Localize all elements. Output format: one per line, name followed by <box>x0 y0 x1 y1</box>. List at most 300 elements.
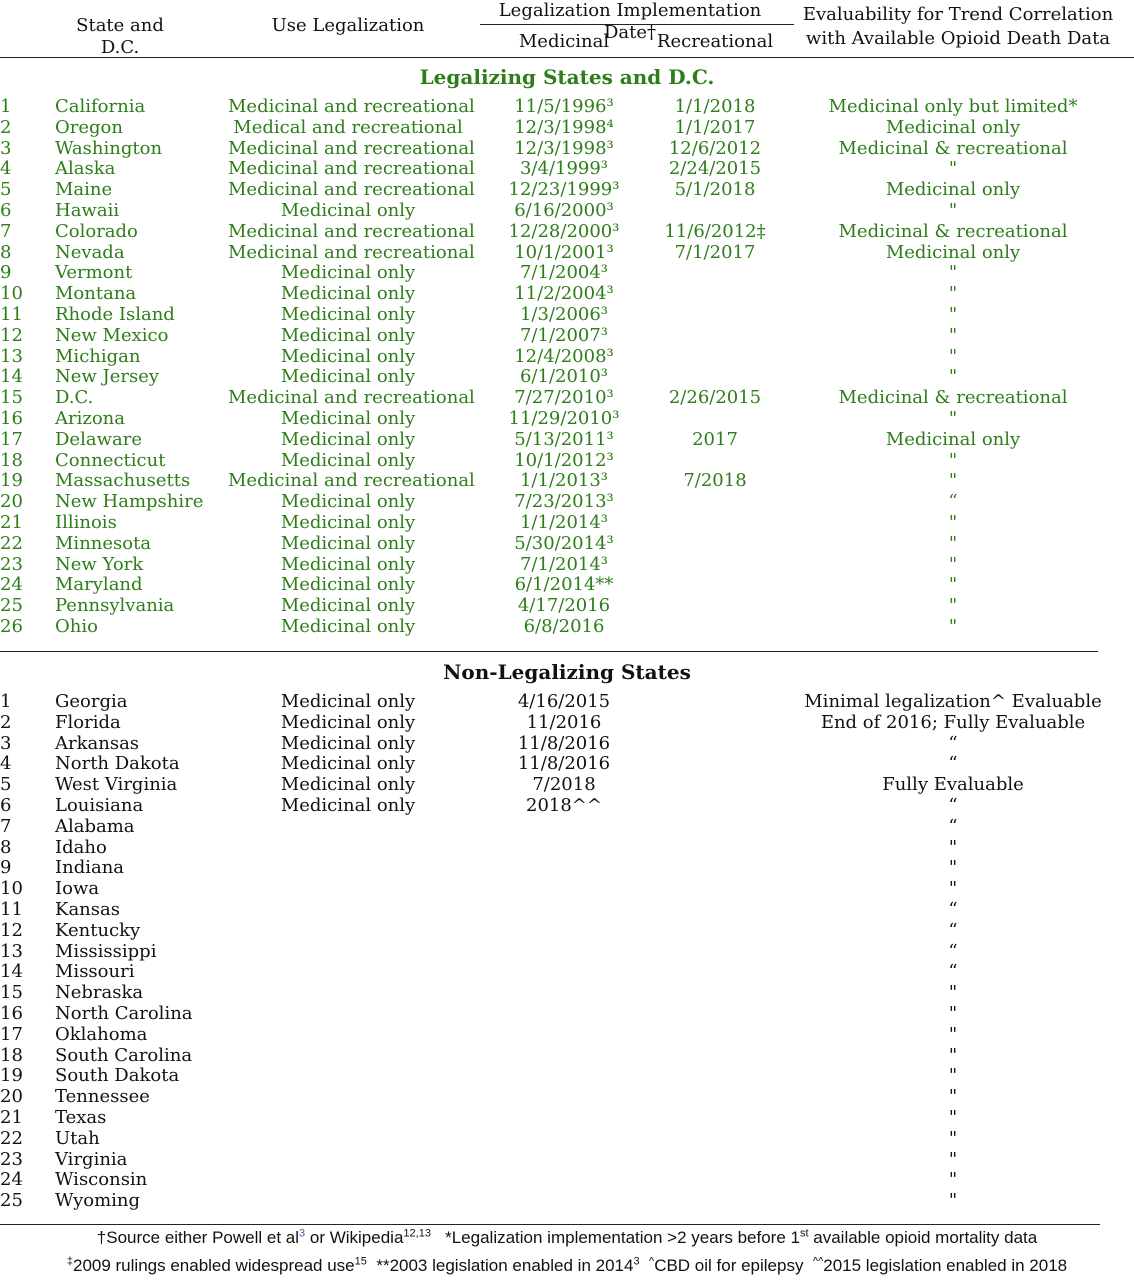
cell-n: 23 <box>0 553 23 575</box>
cell-eval: Minimal legalization^ Evaluable <box>804 691 1102 712</box>
cell-rec: 2017 <box>692 428 738 450</box>
header-subrule <box>480 24 794 25</box>
cell-n: 4 <box>0 158 12 180</box>
table-row <box>0 1087 1134 1108</box>
table-row <box>0 513 1134 534</box>
cell-eval: " <box>948 304 958 325</box>
footnote-ref: 3 <box>299 1227 306 1240</box>
cell-med: 6/16/2000³ <box>514 200 614 221</box>
footnote-text: CBD oil for epilepsy <box>654 1256 813 1275</box>
cell-med: 12/4/2008³ <box>514 345 614 367</box>
cell-med: 12/3/1998⁴ <box>514 116 614 138</box>
cell-state: Massachusetts <box>55 470 191 492</box>
cell-state: Mississippi <box>55 940 157 962</box>
cell-use: Medicinal only <box>280 795 416 816</box>
cell-eval: " <box>948 878 958 900</box>
cell-n: 20 <box>0 1086 23 1108</box>
cell-eval: “ <box>948 940 958 962</box>
table-row <box>0 575 1134 596</box>
cell-use: Medicinal only <box>280 491 416 513</box>
table-row <box>0 284 1134 305</box>
cell-use: Medicinal only <box>280 616 416 637</box>
cell-state: Connecticut <box>55 449 166 471</box>
cell-eval: " <box>948 324 958 346</box>
footnote-line-2 <box>0 1256 1134 1276</box>
table-row <box>0 388 1134 409</box>
cell-eval: " <box>948 553 958 575</box>
cell-eval: " <box>948 1127 958 1149</box>
cell-state: Arizona <box>55 408 126 429</box>
footnote-text: **2003 legislation enabled in 2014 <box>366 1256 634 1275</box>
cell-state: Minnesota <box>55 532 152 554</box>
table-row <box>0 243 1134 264</box>
cell-med: 6/1/2010³ <box>519 366 609 388</box>
cell-n: 16 <box>0 408 23 429</box>
cell-use: Medicinal only <box>280 408 416 429</box>
footnote-text: or Wikipedia <box>305 1228 404 1247</box>
table-row <box>0 1129 1134 1150</box>
section-title-non-legalizing: Non-Legalizing States <box>443 660 691 684</box>
footnote-source: †Source either Powell et al <box>96 1228 300 1247</box>
cell-med: 11/29/2010³ <box>508 408 620 429</box>
cell-med: 7/2018 <box>532 774 596 796</box>
table-row <box>0 1025 1134 1046</box>
section-divider <box>0 651 1098 652</box>
cell-rec: 5/1/2018 <box>674 179 756 201</box>
cell-med: 7/1/2014³ <box>519 553 609 575</box>
table-row <box>0 617 1134 638</box>
cell-eval: " <box>948 283 958 305</box>
cell-state: Idaho <box>55 836 107 858</box>
footnote-ref: ^ <box>649 1255 655 1268</box>
cell-eval: " <box>948 574 958 596</box>
cell-use: Medicinal only <box>280 428 416 450</box>
table-row <box>0 305 1134 326</box>
cell-n: 6 <box>0 795 12 816</box>
footnote-ref: 15 <box>354 1255 367 1268</box>
cell-eval: " <box>948 1065 958 1087</box>
cell-state: Kansas <box>55 899 120 920</box>
cell-eval: Medicinal only but limited* <box>828 96 1078 117</box>
cell-n: 2 <box>0 711 12 733</box>
table-header <box>0 0 1134 62</box>
cell-use: Medicinal and recreational <box>228 96 475 117</box>
cell-eval: “ <box>948 961 958 983</box>
cell-state: Maine <box>55 179 113 201</box>
cell-eval: “ <box>948 491 958 513</box>
header-rule <box>0 57 1134 58</box>
cell-med: 12/23/1999³ <box>508 179 620 201</box>
cell-rec: 7/1/2017 <box>674 241 756 263</box>
cell-eval: " <box>948 470 958 492</box>
cell-med: 5/13/2011³ <box>514 428 614 450</box>
cell-state: Florida <box>55 711 121 733</box>
header-evaluability-line2: with Available Opioid Death Data <box>805 28 1111 49</box>
cell-eval: " <box>948 449 958 471</box>
cell-eval: " <box>948 982 958 1004</box>
table-row <box>0 817 1134 838</box>
cell-n: 21 <box>0 1107 23 1128</box>
header-implementation-date: Legalization Implementation Date† <box>498 0 762 43</box>
cell-state: Virginia <box>55 1148 128 1170</box>
cell-use: Medicinal only <box>280 262 416 284</box>
cell-med: 12/3/1998³ <box>514 137 614 159</box>
cell-state: Tennessee <box>55 1086 150 1108</box>
cell-state: New York <box>55 553 144 575</box>
cell-med: 7/23/2013³ <box>514 491 614 513</box>
cell-use: Medicinal only <box>280 366 416 388</box>
cell-n: 17 <box>0 1023 23 1045</box>
cell-med: 1/3/2006³ <box>519 304 609 325</box>
cell-med: 6/1/2014** <box>514 574 614 596</box>
table-row <box>0 775 1134 796</box>
footnote-ref: st <box>799 1227 809 1240</box>
cell-n: 24 <box>0 574 23 596</box>
footnote-ref: ^^ <box>812 1255 824 1268</box>
cell-eval: " <box>948 1107 958 1128</box>
table-row <box>0 534 1134 555</box>
footnote-ref: ‡ <box>66 1255 73 1268</box>
cell-n: 26 <box>0 616 23 637</box>
cell-n: 5 <box>0 179 12 201</box>
cell-state: Indiana <box>55 857 125 879</box>
section-title-legalizing: Legalizing States and D.C. <box>419 65 715 89</box>
table-row <box>0 1191 1134 1212</box>
cell-n: 22 <box>0 532 23 554</box>
table-row <box>0 1170 1134 1191</box>
cell-use: Medicinal only <box>280 512 416 533</box>
table-row <box>0 1046 1134 1067</box>
cell-state: New Mexico <box>55 324 169 346</box>
cell-state: Maryland <box>55 574 143 596</box>
cell-med: 11/2016 <box>526 711 602 733</box>
cell-state: Vermont <box>55 262 133 284</box>
cell-state: Pennsylvania <box>55 595 175 617</box>
cell-state: Alabama <box>55 815 135 837</box>
cell-rec: 12/6/2012 <box>668 137 762 159</box>
table-row <box>0 1150 1134 1171</box>
header-state: State and D.C. <box>76 15 164 58</box>
cell-eval: Medicinal only <box>885 116 1021 138</box>
cell-state: Montana <box>55 283 137 305</box>
footnote-text: available opioid mortality data <box>808 1228 1038 1247</box>
table-row <box>0 492 1134 513</box>
cell-n: 18 <box>0 449 23 471</box>
cell-eval: " <box>948 532 958 554</box>
header-evaluability-line1: Evaluability for Trend Correlation <box>802 4 1114 25</box>
cell-eval: " <box>948 200 958 221</box>
table-row <box>0 222 1134 243</box>
cell-state: Georgia <box>55 691 128 712</box>
table-row <box>0 180 1134 201</box>
cell-state: Wyoming <box>55 1190 141 1212</box>
cell-med: 12/28/2000³ <box>508 220 620 242</box>
cell-state: Oregon <box>55 116 123 138</box>
cell-eval: " <box>948 836 958 858</box>
cell-eval: Medicinal & recreational <box>838 137 1068 159</box>
table-row <box>0 159 1134 180</box>
cell-med: 11/5/1996³ <box>514 96 614 117</box>
table-row <box>0 118 1134 139</box>
cell-eval: Medicinal only <box>885 179 1021 201</box>
cell-use: Medicinal only <box>280 200 416 221</box>
table-row <box>0 879 1134 900</box>
cell-n: 9 <box>0 262 12 284</box>
cell-eval: Medicinal only <box>885 241 1021 263</box>
table-row <box>0 921 1134 942</box>
cell-state: South Dakota <box>55 1065 180 1087</box>
cell-state: Iowa <box>55 878 100 900</box>
cell-state: Nevada <box>55 241 125 263</box>
cell-state: Rhode Island <box>55 304 175 325</box>
cell-n: 17 <box>0 428 23 450</box>
cell-state: New Hampshire <box>55 491 204 513</box>
cell-eval: “ <box>948 815 958 837</box>
cell-med: 11/2/2004³ <box>514 283 614 305</box>
cell-eval: " <box>948 1190 958 1212</box>
cell-eval: " <box>948 408 958 429</box>
cell-med: 4/17/2016 <box>517 595 611 617</box>
cell-eval: " <box>948 158 958 180</box>
table-row <box>0 734 1134 755</box>
table-row <box>0 471 1134 492</box>
cell-use: Medicinal only <box>280 283 416 305</box>
cell-eval: " <box>948 262 958 284</box>
footnote-text <box>640 1256 649 1275</box>
cell-n: 25 <box>0 595 23 617</box>
cell-n: 3 <box>0 732 12 754</box>
cell-eval: “ <box>948 919 958 941</box>
cell-state: California <box>55 96 146 117</box>
cell-n: 16 <box>0 1003 23 1024</box>
cell-n: 2 <box>0 116 12 138</box>
cell-use: Medicinal only <box>280 595 416 617</box>
cell-state: West Virginia <box>55 774 178 796</box>
table-row <box>0 409 1134 430</box>
cell-state: Utah <box>55 1127 100 1149</box>
cell-n: 19 <box>0 1065 23 1087</box>
cell-med: 2018^^ <box>526 795 602 816</box>
table-row <box>0 838 1134 859</box>
footnote-text: *Legalization implementation >2 years before 1 <box>430 1228 800 1247</box>
cell-use: Medicinal and recreational <box>228 137 475 159</box>
header-use-legalization: Use Legalization <box>271 15 425 36</box>
cell-eval: " <box>948 857 958 879</box>
cell-n: 14 <box>0 961 23 983</box>
table-row <box>0 858 1134 879</box>
cell-state: South Carolina <box>55 1044 193 1066</box>
cell-use: Medicinal only <box>280 449 416 471</box>
table-row <box>0 962 1134 983</box>
cell-med: 7/1/2007³ <box>519 324 609 346</box>
cell-eval: " <box>948 616 958 637</box>
cell-use: Medicinal only <box>280 345 416 367</box>
cell-use: Medicinal only <box>280 304 416 325</box>
cell-med: 10/1/2012³ <box>514 449 614 471</box>
cell-state: Texas <box>55 1107 107 1128</box>
cell-eval: “ <box>948 795 958 816</box>
cell-eval: " <box>948 366 958 388</box>
cell-eval: Medicinal & recreational <box>838 387 1068 409</box>
cell-eval: “ <box>948 753 958 775</box>
table-row <box>0 1004 1134 1025</box>
cell-med: 6/8/2016 <box>523 616 605 637</box>
cell-use: Medicinal only <box>280 753 416 775</box>
cell-state: Kentucky <box>55 919 141 941</box>
table-row <box>0 430 1134 451</box>
cell-eval: “ <box>948 899 958 920</box>
cell-n: 15 <box>0 982 23 1004</box>
table-row <box>0 555 1134 576</box>
cell-n: 7 <box>0 220 12 242</box>
cell-eval: " <box>948 1023 958 1045</box>
cell-n: 19 <box>0 470 23 492</box>
table-row <box>0 713 1134 734</box>
cell-eval: Medicinal only <box>885 428 1021 450</box>
cell-n: 14 <box>0 366 23 388</box>
cell-eval: End of 2016; Fully Evaluable <box>820 711 1086 733</box>
table-row <box>0 983 1134 1004</box>
cell-use: Medical and recreational <box>233 116 463 138</box>
cell-n: 7 <box>0 815 12 837</box>
cell-med: 11/8/2016 <box>517 732 611 754</box>
cell-n: 25 <box>0 1190 23 1212</box>
cell-state: Delaware <box>55 428 142 450</box>
cell-n: 10 <box>0 878 23 900</box>
cell-med: 4/16/2015 <box>517 691 611 712</box>
cell-use: Medicinal and recreational <box>228 220 475 242</box>
cell-n: 8 <box>0 241 12 263</box>
cell-eval: Fully Evaluable <box>882 774 1024 796</box>
cell-eval: " <box>948 1044 958 1066</box>
cell-n: 1 <box>0 691 12 712</box>
cell-n: 4 <box>0 753 12 775</box>
cell-use: Medicinal only <box>280 532 416 554</box>
cell-med: 11/8/2016 <box>517 753 611 775</box>
header-medicinal: Medicinal <box>518 31 610 52</box>
table-row <box>0 1108 1134 1129</box>
cell-eval: " <box>948 1086 958 1108</box>
cell-eval: Medicinal & recreational <box>838 220 1068 242</box>
table-row <box>0 201 1134 222</box>
cell-n: 8 <box>0 836 12 858</box>
table-row <box>0 347 1134 368</box>
cell-eval: “ <box>948 732 958 754</box>
cell-n: 13 <box>0 940 23 962</box>
cell-n: 15 <box>0 387 23 409</box>
cell-eval: " <box>948 595 958 617</box>
table-row <box>0 1066 1134 1087</box>
cell-state: North Dakota <box>55 753 180 775</box>
cell-n: 1 <box>0 96 12 117</box>
cell-eval: " <box>948 1003 958 1024</box>
cell-state: North Carolina <box>55 1003 193 1024</box>
cell-n: 9 <box>0 857 12 879</box>
cell-state: Hawaii <box>55 200 120 221</box>
footnote-ref: 12,13 <box>403 1227 431 1240</box>
cell-state: Wisconsin <box>55 1169 148 1191</box>
cell-med: 10/1/2001³ <box>514 241 614 263</box>
cell-state: New Jersey <box>55 366 160 388</box>
footer-rule <box>0 1224 1100 1225</box>
cell-n: 11 <box>0 899 23 920</box>
table-row <box>0 451 1134 472</box>
cell-use: Medicinal and recreational <box>228 470 475 492</box>
table-row <box>0 692 1134 713</box>
table-row <box>0 367 1134 388</box>
cell-eval: " <box>948 512 958 533</box>
header-recreational: Recreational <box>656 31 774 52</box>
cell-n: 3 <box>0 137 12 159</box>
cell-rec: 2/24/2015 <box>668 158 762 180</box>
cell-state: Illinois <box>55 512 117 533</box>
cell-use: Medicinal and recreational <box>228 387 475 409</box>
cell-n: 20 <box>0 491 23 513</box>
cell-state: Arkansas <box>55 732 140 754</box>
cell-use: Medicinal and recreational <box>228 241 475 263</box>
footnote-text: 2015 legislation enabled in 2018 <box>823 1256 1068 1275</box>
cell-use: Medicinal and recreational <box>228 179 475 201</box>
cell-state: Nebraska <box>55 982 144 1004</box>
table-row <box>0 326 1134 347</box>
cell-state: Oklahoma <box>55 1023 148 1045</box>
cell-use: Medicinal only <box>280 553 416 575</box>
cell-state: D.C. <box>55 387 94 409</box>
cell-n: 13 <box>0 345 23 367</box>
cell-state: Louisiana <box>55 795 144 816</box>
cell-rec: 7/2018 <box>683 470 747 492</box>
cell-use: Medicinal only <box>280 574 416 596</box>
cell-eval: " <box>948 1148 958 1170</box>
cell-use: Medicinal only <box>280 324 416 346</box>
cell-med: 1/1/2014³ <box>519 512 609 533</box>
cell-use: Medicinal only <box>280 774 416 796</box>
cell-eval: " <box>948 1169 958 1191</box>
table-row <box>0 596 1134 617</box>
table-row <box>0 942 1134 963</box>
cell-n: 6 <box>0 200 12 221</box>
table-row <box>0 754 1134 775</box>
table-row <box>0 900 1134 921</box>
cell-n: 23 <box>0 1148 23 1170</box>
cell-use: Medicinal only <box>280 732 416 754</box>
cell-n: 22 <box>0 1127 23 1149</box>
cell-state: Alaska <box>55 158 116 180</box>
footnote-text: 2009 rulings enabled widespread use <box>72 1256 355 1275</box>
cell-n: 18 <box>0 1044 23 1066</box>
footnote-ref: 3 <box>633 1255 640 1268</box>
cell-state: Missouri <box>55 961 135 983</box>
cell-rec: 11/6/2012‡ <box>664 220 766 242</box>
table-row <box>0 139 1134 160</box>
cell-n: 21 <box>0 512 23 533</box>
cell-use: Medicinal only <box>280 711 416 733</box>
cell-med: 7/27/2010³ <box>514 387 614 409</box>
cell-state: Michigan <box>55 345 141 367</box>
cell-med: 1/1/2013³ <box>519 470 609 492</box>
cell-rec: 2/26/2015 <box>668 387 762 409</box>
cell-rec: 1/1/2018 <box>674 96 756 117</box>
cell-n: 10 <box>0 283 23 305</box>
cell-med: 7/1/2004³ <box>519 262 609 284</box>
table-row <box>0 796 1134 817</box>
footnote-line-1 <box>0 1228 1134 1248</box>
cell-n: 12 <box>0 919 23 941</box>
cell-state: Washington <box>55 137 163 159</box>
cell-use: Medicinal and recreational <box>228 158 475 180</box>
cell-n: 12 <box>0 324 23 346</box>
cell-state: Ohio <box>55 616 98 637</box>
